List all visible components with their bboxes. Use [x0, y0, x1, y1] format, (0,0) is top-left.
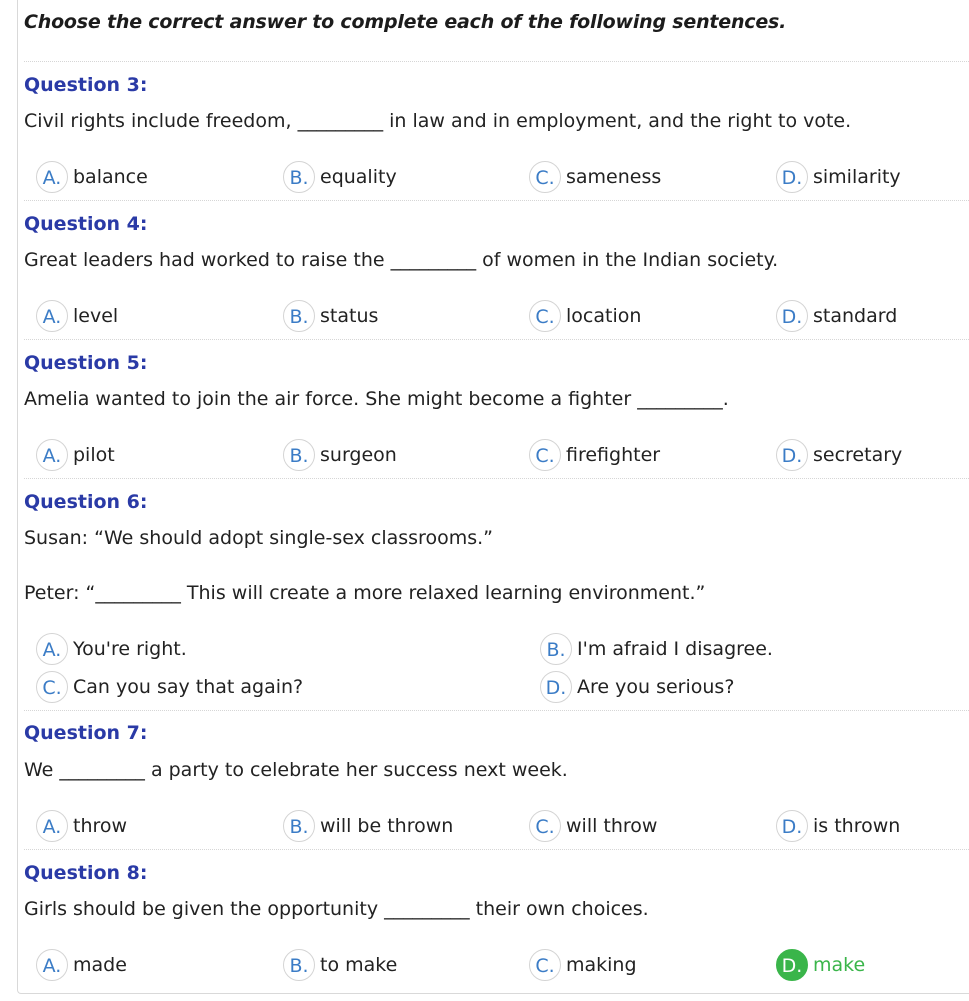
- option-letter: A.: [36, 300, 68, 332]
- option-text: secretary: [813, 444, 903, 466]
- option-text: made: [73, 954, 127, 976]
- option-c[interactable]: [529, 160, 661, 194]
- instruction: Choose the correct answer to complete each of the following sentences.: [24, 11, 787, 33]
- option-text: to make: [320, 954, 398, 976]
- question-text: Girls should be given the opportunity _________ their own choices.: [24, 898, 649, 920]
- quiz-frame: [17, 0, 969, 994]
- question-title: Question 3:: [24, 74, 148, 96]
- question-text: Susan: “We should adopt single-sex classrooms.”: [24, 527, 493, 549]
- divider: [24, 61, 969, 62]
- option-a[interactable]: [36, 809, 127, 843]
- option-b[interactable]: [540, 632, 773, 666]
- option-a[interactable]: [36, 632, 187, 666]
- divider: [24, 478, 969, 479]
- question-text: Great leaders had worked to raise the _________ of women in the Indian society.: [24, 249, 779, 271]
- option-d[interactable]: [540, 670, 734, 704]
- question-text: We _________ a party to celebrate her success next week.: [24, 759, 568, 781]
- option-a[interactable]: [36, 948, 127, 982]
- option-letter: D.: [776, 300, 808, 332]
- option-text: I'm afraid I disagree.: [577, 638, 773, 660]
- option-letter: D.: [776, 949, 808, 981]
- option-text: level: [73, 305, 119, 327]
- option-text: will throw: [566, 815, 658, 837]
- option-letter: A.: [36, 161, 68, 193]
- question-title: Question 8:: [24, 862, 148, 884]
- option-letter: D.: [776, 161, 808, 193]
- question-text: Amelia wanted to join the air force. She might become a fighter _________.: [24, 388, 729, 410]
- option-d[interactable]: [776, 809, 900, 843]
- option-text: making: [566, 954, 637, 976]
- option-letter: A.: [36, 949, 68, 981]
- option-letter: C.: [529, 300, 561, 332]
- option-letter: A.: [36, 633, 68, 665]
- option-text: throw: [73, 815, 128, 837]
- option-letter: B.: [283, 439, 315, 471]
- divider: [24, 200, 969, 201]
- option-a[interactable]: [36, 438, 115, 472]
- option-d[interactable]: [776, 160, 901, 194]
- question-title: Question 4:: [24, 213, 148, 235]
- option-text: balance: [73, 166, 148, 188]
- option-c[interactable]: [529, 299, 641, 333]
- question-title: Question 6:: [24, 491, 148, 513]
- option-text: pilot: [73, 444, 115, 466]
- option-letter: D.: [776, 439, 808, 471]
- option-d[interactable]: [776, 438, 902, 472]
- question-text: Civil rights include freedom, _________ in law and in employment, and the right to vote.: [24, 110, 852, 132]
- option-letter: B.: [540, 633, 572, 665]
- option-letter: B.: [283, 810, 315, 842]
- option-text: sameness: [566, 166, 662, 188]
- option-text: surgeon: [320, 444, 397, 466]
- option-c[interactable]: [529, 809, 657, 843]
- option-letter: D.: [776, 810, 808, 842]
- option-letter: D.: [540, 671, 572, 703]
- option-letter: B.: [283, 300, 315, 332]
- option-c[interactable]: [529, 948, 637, 982]
- option-letter: C.: [36, 671, 68, 703]
- option-letter: B.: [283, 161, 315, 193]
- option-letter: C.: [529, 161, 561, 193]
- option-letter: A.: [36, 439, 68, 471]
- option-letter: C.: [529, 810, 561, 842]
- option-b[interactable]: [283, 809, 453, 843]
- divider: [24, 710, 969, 711]
- question-text: Peter: “_________ This will create a more relaxed learning environment.”: [24, 582, 706, 604]
- option-text: similarity: [813, 166, 901, 188]
- divider: [24, 849, 969, 850]
- option-letter: B.: [283, 949, 315, 981]
- option-c[interactable]: [36, 670, 303, 704]
- option-a[interactable]: [36, 160, 148, 194]
- option-text: is thrown: [813, 815, 901, 837]
- divider: [24, 339, 969, 340]
- option-letter: C.: [529, 949, 561, 981]
- option-text: status: [320, 305, 379, 327]
- option-b[interactable]: [283, 160, 397, 194]
- option-b[interactable]: [283, 948, 397, 982]
- option-letter: A.: [36, 810, 68, 842]
- option-text: equality: [320, 166, 397, 188]
- option-text: Are you serious?: [577, 676, 735, 698]
- option-text: standard: [813, 305, 898, 327]
- option-c[interactable]: [529, 438, 660, 472]
- option-text: firefighter: [566, 444, 661, 466]
- option-d[interactable]: [776, 299, 897, 333]
- question-title: Question 7:: [24, 722, 148, 744]
- option-text: will be thrown: [320, 815, 454, 837]
- option-letter: C.: [529, 439, 561, 471]
- option-text: Can you say that again?: [73, 676, 304, 698]
- option-d-correct[interactable]: [776, 948, 865, 982]
- option-text: location: [566, 305, 642, 327]
- option-b[interactable]: [283, 438, 397, 472]
- question-title: Question 5:: [24, 352, 148, 374]
- option-text: You're right.: [73, 638, 187, 660]
- option-b[interactable]: [283, 299, 378, 333]
- option-text: make: [813, 954, 866, 976]
- option-a[interactable]: [36, 299, 118, 333]
